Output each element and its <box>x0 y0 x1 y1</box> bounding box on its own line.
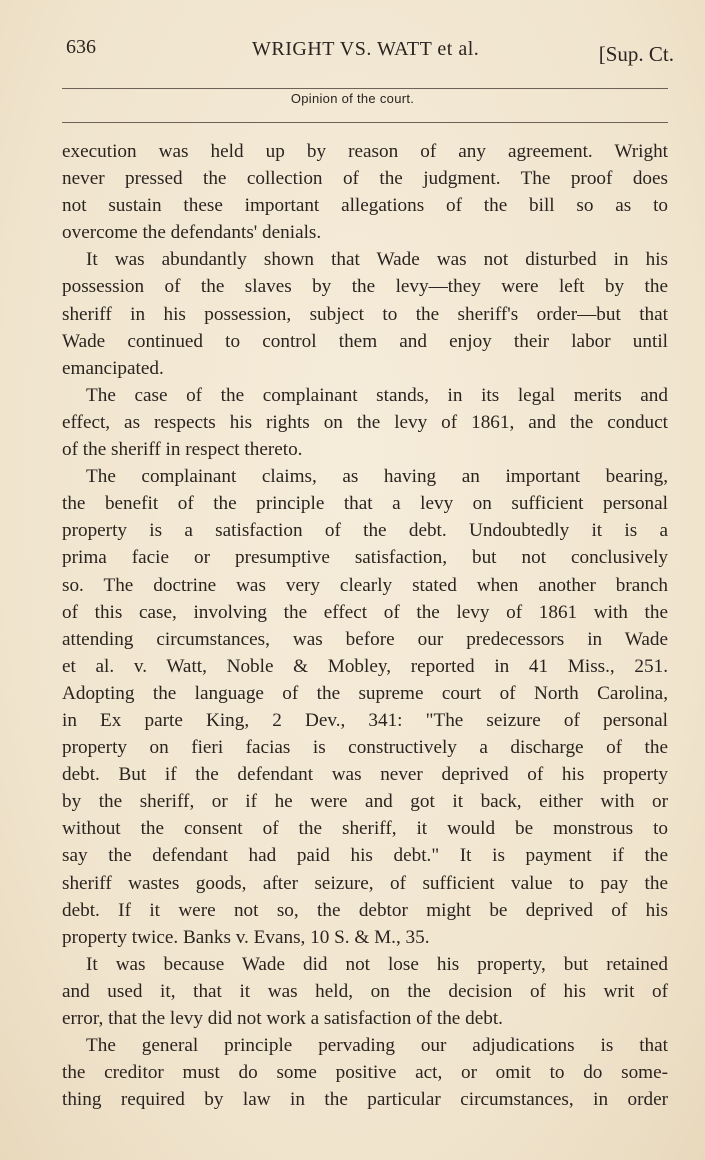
subheading: Opinion of the court. <box>290 91 415 106</box>
court-label: [Sup. Ct. <box>598 42 674 66</box>
text-line: not sustain these important allegations of the bill so as to <box>62 195 668 217</box>
text-line: prima facie or presumptive satisfaction, but not conclusively <box>62 547 668 569</box>
text-line: execution was held up by reason of any agreement. Wright <box>62 141 668 162</box>
text-line: It was abundantly shown that Wade was not disturbed in his <box>86 249 668 271</box>
text-line: attending circumstances, was before our predecessors in Wade <box>62 628 668 650</box>
page-header <box>62 36 674 72</box>
text-line: sheriff in his possession, subject to the sheriff's order—but that <box>62 303 668 325</box>
text-line: The case of the complainant stands, in its legal merits and <box>86 384 668 406</box>
text-line: property is a satisfaction of the debt. Undoubtedly it is a <box>62 520 668 542</box>
text-line: property twice. Banks v. Evans, 10 S. & M., 35. <box>62 926 430 948</box>
text-line: error, that the levy did not work a satisfaction of the debt. <box>62 1008 503 1029</box>
text-line: debt. If it were not so, the debtor might be deprived of his <box>62 899 668 921</box>
opinion-text <box>62 138 668 1113</box>
text-line: in Ex parte King, 2 Dev., 341: "The seizure of personal <box>62 709 668 731</box>
page-number: 636 <box>66 36 96 58</box>
text-line: The general principle pervading our adjudications is that <box>86 1035 668 1057</box>
text-line: possession of the slaves by the levy—they were left by the <box>62 276 668 298</box>
subheading-rule <box>62 122 668 123</box>
text-line: sheriff wastes goods, after seizure, of sufficient value to pay the <box>62 872 668 894</box>
text-line: say the defendant had paid his debt." It is payment if the <box>62 845 668 867</box>
text-line: without the consent of the sheriff, it would be monstrous to <box>62 818 668 840</box>
text-line: property on fieri facias is constructively a discharge of the <box>62 737 668 759</box>
text-line: so. The doctrine was very clearly stated when another branch <box>62 574 668 596</box>
text-line: and used it, that it was held, on the decision of his writ of <box>62 980 668 1002</box>
text-line: effect, as respects his rights on the levy of 1861, and the conduct <box>62 411 668 433</box>
text-line: of the sheriff in respect thereto. <box>62 439 303 461</box>
header-rule <box>62 88 668 89</box>
text-line: overcome the defendants' denials. <box>62 222 322 244</box>
text-line: It was because Wade did not lose his property, but retained <box>86 953 668 975</box>
text-line: debt. But if the defendant was never deprived of his property <box>62 764 668 786</box>
text-line: the benefit of the principle that a levy on sufficient personal <box>62 493 668 515</box>
text-line: the creditor must do some positive act, or omit to do some- <box>62 1062 668 1084</box>
running-title: WRIGHT VS. WATT et al. <box>252 38 480 60</box>
text-line: emancipated. <box>62 357 164 379</box>
text-line: et al. v. Watt, Noble & Mobley, reported in 41 Miss., 251. <box>62 655 668 677</box>
text-line: never pressed the collection of the judgment. The proof does <box>62 168 668 190</box>
text-line: Wade continued to control them and enjoy their labor until <box>62 330 668 352</box>
text-line: Adopting the language of the supreme court of North Carolina, <box>62 682 668 704</box>
text-line: thing required by law in the particular circumstances, in order <box>62 1089 668 1111</box>
text-line: of this case, involving the effect of the levy of 1861 with the <box>62 601 668 623</box>
text-line: by the sheriff, or if he were and got it back, either with or <box>62 791 668 813</box>
text-line: The complainant claims, as having an important bearing, <box>86 466 668 488</box>
